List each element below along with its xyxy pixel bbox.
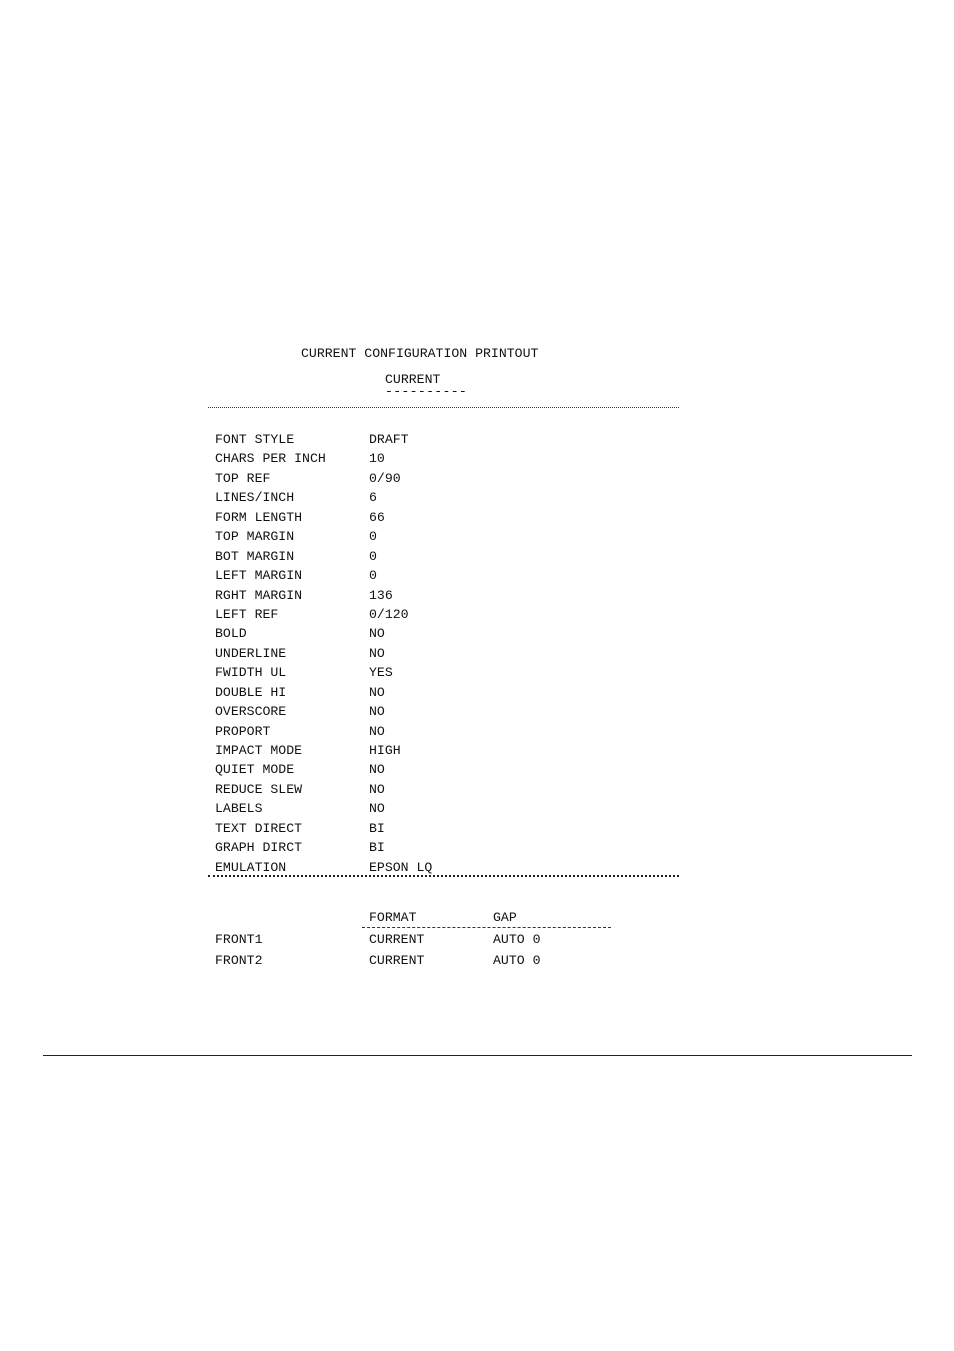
tray-format: CURRENT <box>369 953 425 968</box>
setting-row <box>215 840 432 859</box>
setting-value: NO <box>369 781 385 797</box>
setting-name: EMULATION <box>215 859 287 875</box>
tray-row <box>215 953 540 974</box>
setting-name: FORM LENGTH <box>215 509 303 525</box>
setting-row <box>215 451 432 470</box>
tray-name: FRONT2 <box>215 953 263 968</box>
setting-name: BOLD <box>215 626 247 642</box>
setting-row <box>215 588 432 607</box>
setting-row <box>215 782 432 801</box>
setting-value: NO <box>369 801 385 817</box>
setting-name: QUIET MODE <box>215 762 295 778</box>
setting-value: EPSON LQ <box>369 859 433 875</box>
tray-format: CURRENT <box>369 932 425 947</box>
format-column-header: FORMAT <box>369 910 417 925</box>
setting-row <box>215 432 432 451</box>
settings-list <box>215 432 432 879</box>
current-column-header: CURRENT <box>385 372 441 387</box>
setting-value: BI <box>369 840 385 856</box>
setting-row <box>215 704 432 723</box>
setting-value: 0 <box>369 548 377 564</box>
page-bottom-rule <box>43 1055 912 1056</box>
setting-name: TOP MARGIN <box>215 529 295 545</box>
gap-column-header: GAP <box>493 910 517 925</box>
tray-gap: AUTO 0 <box>493 953 541 968</box>
setting-name: DOUBLE HI <box>215 684 287 700</box>
setting-value: NO <box>369 684 385 700</box>
setting-row <box>215 510 432 529</box>
setting-row <box>215 821 432 840</box>
setting-value: NO <box>369 723 385 739</box>
setting-value: BI <box>369 820 385 836</box>
setting-name: FONT STYLE <box>215 432 295 447</box>
setting-value: NO <box>369 704 385 720</box>
setting-name: UNDERLINE <box>215 645 287 661</box>
setting-row <box>215 685 432 704</box>
setting-name: PROPORT <box>215 723 271 739</box>
setting-value: 6 <box>369 490 377 506</box>
setting-name: LABELS <box>215 801 263 817</box>
setting-name: IMPACT MODE <box>215 743 303 758</box>
setting-name: CHARS PER INCH <box>215 451 326 467</box>
setting-name: FWIDTH UL <box>215 665 287 681</box>
setting-value: HIGH <box>369 743 401 758</box>
setting-name: BOT MARGIN <box>215 548 295 564</box>
setting-value: DRAFT <box>369 432 409 447</box>
tray-row <box>215 932 540 953</box>
setting-row <box>215 626 432 645</box>
setting-row <box>215 607 432 626</box>
setting-value: YES <box>369 665 393 681</box>
tray-table <box>215 932 540 974</box>
tray-header-underline <box>362 927 611 928</box>
setting-name: RGHT MARGIN <box>215 587 303 603</box>
setting-value: 0 <box>369 568 377 584</box>
printout-title: CURRENT CONFIGURATION PRINTOUT <box>301 346 539 361</box>
setting-row <box>215 743 432 762</box>
setting-value: 0 <box>369 529 377 545</box>
setting-name: TEXT DIRECT <box>215 820 303 836</box>
setting-value: 0/90 <box>369 470 401 486</box>
setting-row <box>215 568 432 587</box>
setting-name: TOP REF <box>215 470 271 486</box>
setting-value: 136 <box>369 587 393 603</box>
setting-row <box>215 801 432 820</box>
setting-name: LEFT MARGIN <box>215 568 303 584</box>
setting-value: NO <box>369 645 385 661</box>
setting-value: 66 <box>369 509 385 525</box>
setting-name: LINES/INCH <box>215 490 295 506</box>
setting-row <box>215 471 432 490</box>
setting-name: REDUCE SLEW <box>215 781 303 797</box>
setting-value: NO <box>369 762 385 778</box>
setting-row <box>215 724 432 743</box>
setting-row <box>215 529 432 548</box>
setting-name: LEFT REF <box>215 606 279 622</box>
setting-value: 10 <box>369 451 385 467</box>
setting-name: GRAPH DIRCT <box>215 840 303 856</box>
setting-value: 0/120 <box>369 606 409 622</box>
setting-row <box>215 490 432 509</box>
setting-row <box>215 762 432 781</box>
setting-name: OVERSCORE <box>215 704 287 720</box>
middle-dotted-separator <box>208 875 679 877</box>
current-column-underline: ---------- <box>385 384 468 399</box>
top-dotted-separator <box>208 407 679 408</box>
tray-name: FRONT1 <box>215 932 263 947</box>
setting-row <box>215 646 432 665</box>
setting-row <box>215 549 432 568</box>
setting-value: NO <box>369 626 385 642</box>
tray-gap: AUTO 0 <box>493 932 541 947</box>
setting-row <box>215 665 432 684</box>
